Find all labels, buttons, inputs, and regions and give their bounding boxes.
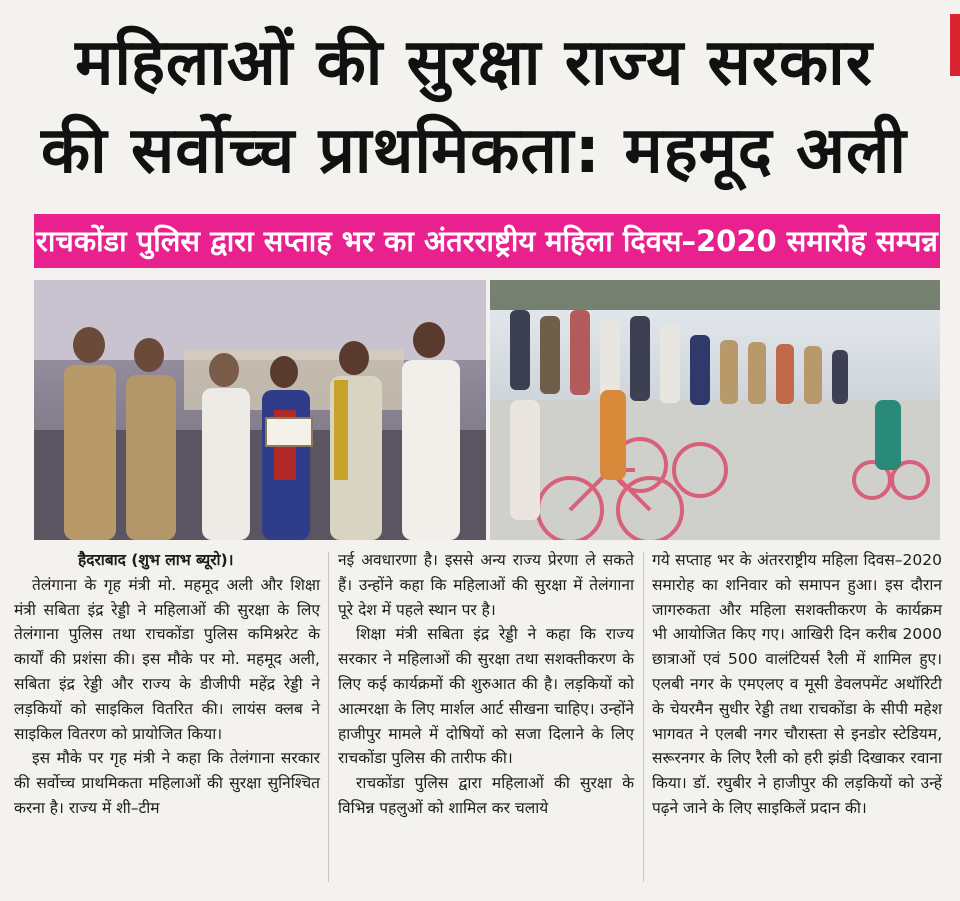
article-column-1 (14, 548, 320, 821)
article-paragraph: नई अवधारणा है। इससे अन्य राज्य प्रेरणा ले सकते हैं। उन्होंने कहा कि महिलाओं की सुरक्षा में तेलंगाना पूरे देश में पहले स्थान पर है। (338, 551, 634, 619)
headline-line-1: महिलाओं की सुरक्षा राज्य सरकार (75, 26, 873, 100)
column-rule (328, 552, 329, 882)
headline-line-2: की सर्वोच्च प्राथमिकता: महमूद अली (41, 114, 907, 188)
crowd-silhouettes (510, 310, 848, 405)
photo-strip (34, 280, 940, 540)
subheadline-banner: राचकोंडा पुलिस द्वारा सप्ताह भर का अंतरराष्ट्रीय महिला दिवस–2020 समारोह सम्पन्न (34, 214, 940, 268)
award-ceremony-photo (34, 280, 486, 540)
article-paragraph: शिक्षा मंत्री सबिता इंद्र रेड्डी ने कहा कि राज्य सरकार ने महिलाओं की सुरक्षा तथा सशक्तीकरण के लिए कई कार्यक्रमों की शुरुआत की है। लड़कियों को आत्मरक्षा के लिए मार्शल आर्ट सीखना चाहिए। उन्होंने हाजीपुर मामले में दोषियों को सजा दिलाने के लिए राचकोंडा पुलिस की तारीफ की। (338, 625, 634, 768)
article-paragraph: तेलंगाना के गृह मंत्री मो. महमूद अली और शिक्षा मंत्री सबिता इंद्र रेड्डी ने महिलाओं की सुरक्षा के लिए तेलंगाना पुलिस तथा राचकोंडा पुलिस कमिश्नरेट के कार्यों की प्रशंसा की। इस मौके पर मो. महमूद अली, सबिता इंद्र रेड्डी और राज्य के डीजीपी महेंद्र रेड्डी ने लड़कियों को साइकिल वितरित की। लायंस क्लब ने साइकिल वितरण को प्रायोजित किया। (14, 575, 320, 743)
article-paragraph: गये सप्ताह भर के अंतरराष्ट्रीय महिला दिवस–2020 समारोह का शनिवार को समापन हुआ। इस दौरान जागरुकता और महिला सशक्तीकरण के कार्यक्रम भी आयोजित किए गए। आखिरी दिन करीब 2000 छात्राओं एवं 500 वालंटियर्स रैली में शामिल हुए। एलबी नगर के एमएलए व मूसी डेवलपमेंट अथॉरिटी के चेयरमैन सुधीर रेड्डी तथा राचकोंडा के सीपी महेश भागवत ने एलबी नगर चौरास्ता से इनडोर स्टेडियम, सरूरनगर के लिए रैली को हरी झंडी दिखाकर रवाना किया। डॉ. रघुबीर ने हाजीपुर की लड़कियों को उन्हें पढ़ने जाने के लिए साइकिलें प्रदान की। (652, 551, 942, 817)
cycle-rally-photo (490, 280, 940, 540)
article-paragraph: इस मौके पर गृह मंत्री ने कहा कि तेलंगाना सरकार की सर्वोच्च प्राथमिकता महिलाओं की सुरक्षा सुनिश्चित करना है। राज्य में शी–टीम (14, 749, 320, 817)
column-rule (643, 552, 644, 882)
article-paragraph: राचकोंडा पुलिस द्वारा महिलाओं की सुरक्षा के विभिन्न पहलुओं को शामिल कर चलाये (338, 774, 634, 817)
article-column-2 (338, 548, 634, 821)
article-column-3 (652, 548, 942, 821)
adjacent-article-edge (950, 14, 960, 76)
dateline: हैदराबाद (शुभ लाभ ब्यूरो)। (78, 551, 234, 569)
